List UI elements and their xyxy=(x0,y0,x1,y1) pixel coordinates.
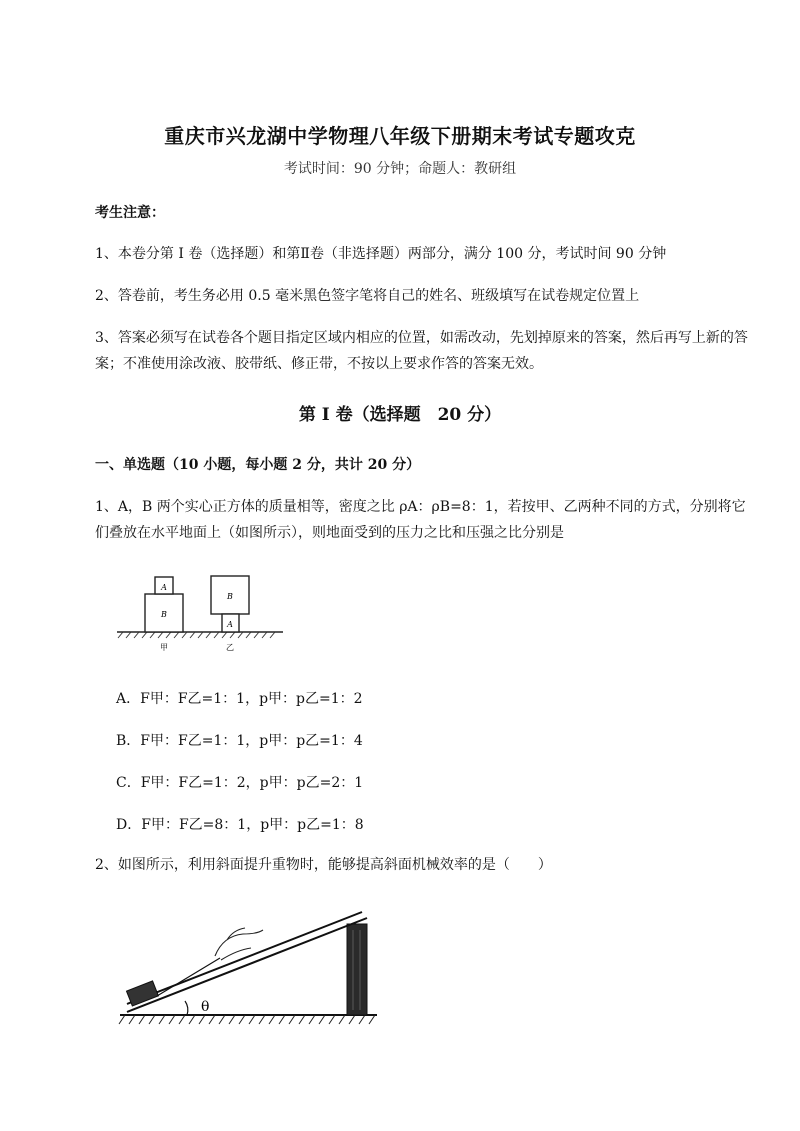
question-2-figure xyxy=(115,900,385,1035)
fig-caption-right: 乙 xyxy=(226,643,234,652)
page-title: 重庆市兴龙湖中学物理八年级下册期末考试专题攻克 xyxy=(164,124,636,148)
fig-angle-label: θ xyxy=(201,999,210,1015)
page-subtitle: 考试时间：90 分钟；命题人：教研组 xyxy=(283,161,517,177)
fig-label-a-right: A xyxy=(227,620,233,629)
question-1-option-a: A．F甲：F乙=1：1，p甲：p乙=1：2 xyxy=(116,691,363,707)
fig-label-a-left: A xyxy=(161,583,167,592)
section-title: 第 I 卷（选择题 20 分） xyxy=(298,405,502,425)
fig-label-b-left: B xyxy=(161,610,167,619)
part-title: 一、单选题（10 小题，每小题 2 分，共计 20 分） xyxy=(95,457,421,473)
notice-item-1: 1、本卷分第 I 卷（选择题）和第Ⅱ卷（非选择题）两部分，满分 100 分，考试时间 90 分钟 xyxy=(95,246,667,262)
notice-item-3: 3、答案必须写在试卷各个题目指定区域内相应的位置，如需改动，先划掉原来的答案，然后再写上新的答案；不准使用涂改液、胶带纸、修正带，不按以上要求作答的答案无效。 xyxy=(95,330,748,372)
question-1-option-b: B．F甲：F乙=1：1，p甲：p乙=1：4 xyxy=(116,733,363,749)
fig-caption-left: 甲 xyxy=(160,643,168,652)
notice-heading: 考生注意： xyxy=(95,205,165,221)
question-1-stem: 1、A，B 两个实心正方体的质量相等，密度之比 ρA：ρB=8：1，若按甲、乙两种不同的方式，分别将它们叠放在水平地面上（如图所示），则地面受到的压力之比和压强之比分别是 xyxy=(95,499,746,541)
notice-item-2: 2、答卷前，考生务必用 0.5 毫米黑色签字笔将自己的姓名、班级填写在试卷规定位置上 xyxy=(95,288,640,304)
fig-label-b-right: B xyxy=(227,592,233,601)
question-1-option-d: D．F甲：F乙=8：1，p甲：p乙=1：8 xyxy=(116,817,364,833)
question-2-stem: 2、如图所示，利用斜面提升重物时，能够提高斜面机械效率的是（ ） xyxy=(95,857,552,873)
question-1-figure xyxy=(115,570,285,655)
question-1-option-c: C．F甲：F乙=1：2，p甲：p乙=2：1 xyxy=(116,775,364,791)
